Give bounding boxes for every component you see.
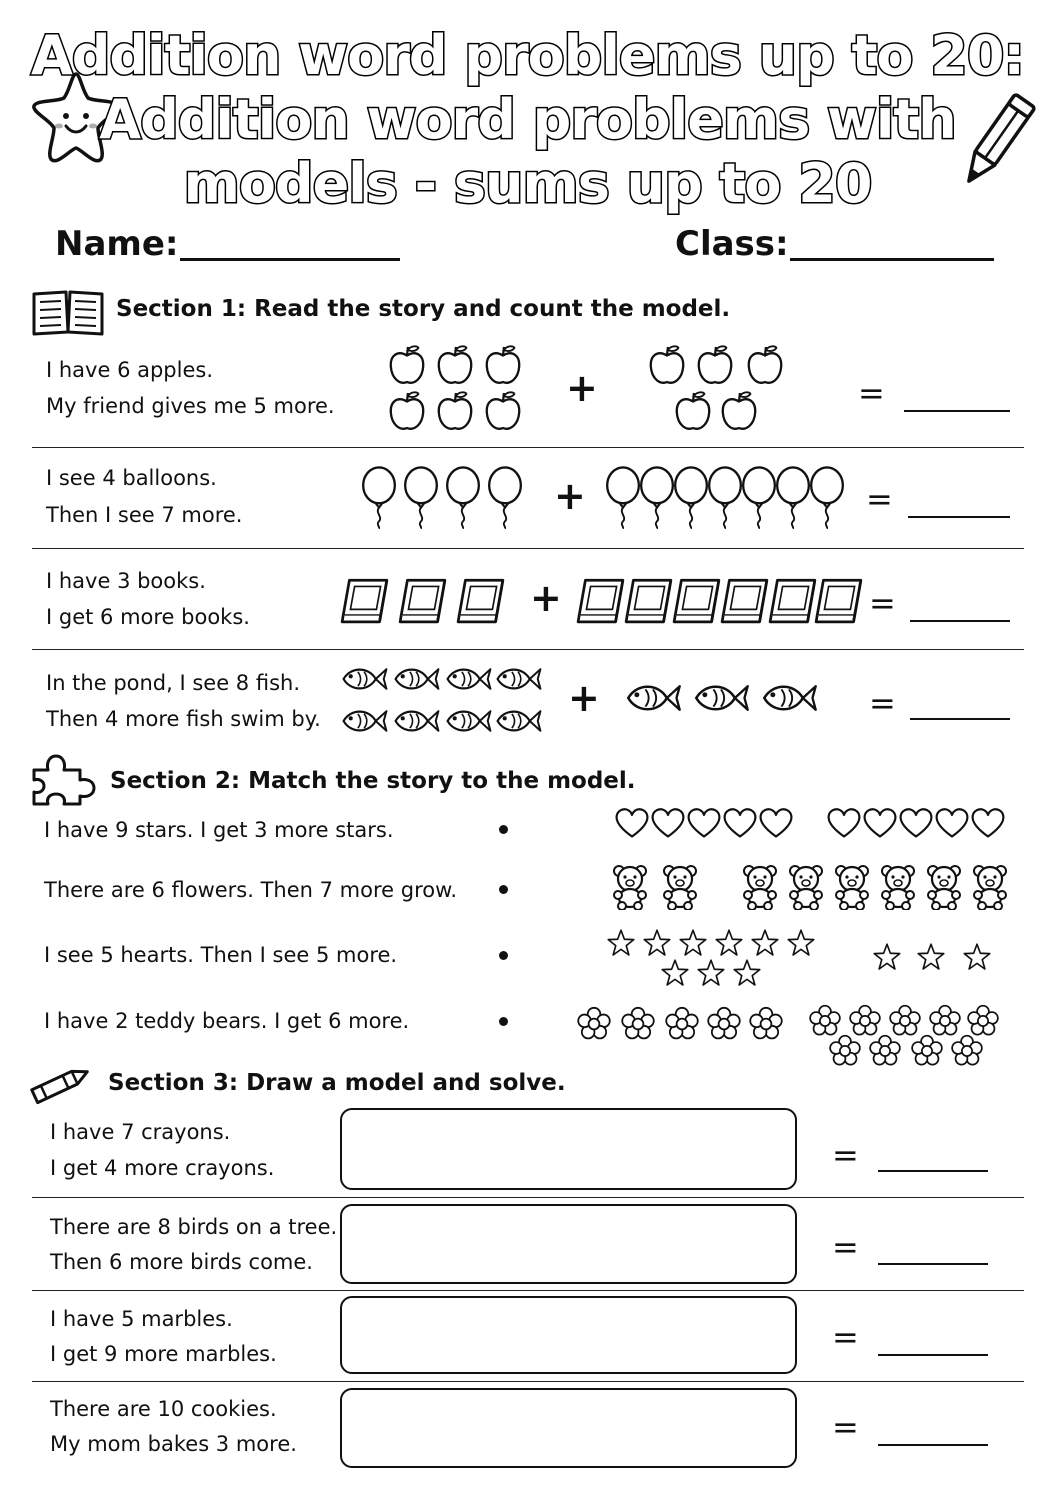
flower-icon [578,1008,610,1039]
s1-p4-equals: = [869,684,896,722]
s1-p1-answer[interactable] [904,410,1010,412]
s3-p4-equals: = [832,1408,859,1446]
section3-title: Section 3: Draw a model and solve. [108,1070,566,1096]
s1-p1-equals: = [858,374,885,412]
s1-p3-plus: + [530,576,562,620]
s3-p3-line1: I have 5 marbles. [50,1307,233,1331]
s1-p3-equals: = [869,584,896,622]
apple-icon [651,346,683,382]
divider [32,1197,1024,1198]
flower-icon [708,1008,740,1039]
title-line-1: Addition word problems up to 20: [30,24,1025,87]
name-label: Name: [55,224,179,264]
book-icon [674,580,719,622]
divider [32,1381,1024,1382]
divider [32,649,1024,650]
s3-p2-equals: = [832,1228,859,1266]
star-icon [680,930,706,955]
s3-p2-drawing-box[interactable] [340,1204,797,1284]
balloon-icon [777,467,809,528]
fish-icon [696,686,747,710]
flower-icon [870,1036,900,1065]
flower-icon [850,1006,880,1035]
star-icon [918,944,944,969]
heart-icon [937,809,968,836]
balloon-icon [709,467,741,528]
divider [32,447,1024,448]
s3-p1-equals: = [832,1136,859,1174]
s3-p4-drawing-box[interactable] [340,1388,797,1468]
star-icon [752,930,778,955]
s3-p3-line2: I get 9 more marbles. [50,1342,277,1366]
flower-icon [810,1006,840,1035]
teddy-bear-icon [744,866,776,910]
s1-p2-line1: I see 4 balloons. [46,466,217,490]
heart-icon [617,809,648,836]
balloon-icon [405,467,437,528]
apple-icon [391,392,423,428]
book-icon [342,580,387,622]
flower-icon [750,1008,782,1039]
divider [32,1290,1024,1291]
heart-icon [761,809,792,836]
apple-icon [487,392,519,428]
teddy-bear-icon [664,866,696,910]
s1-p2-model [358,462,858,534]
s3-p1-line1: I have 7 crayons. [50,1120,231,1144]
divider [32,548,1024,549]
fish-icon [448,711,491,731]
s3-p2-line1: There are 8 birds on a tree. [50,1215,338,1239]
heart-icon [865,809,896,836]
s1-p3-answer[interactable] [910,620,1010,622]
s1-p2-answer[interactable] [908,516,1010,518]
teddy-bear-icon [614,866,646,910]
flower-icon [890,1006,920,1035]
s3-p1-answer[interactable] [878,1170,988,1172]
apple-icon [677,392,709,428]
star-icon [874,944,900,969]
match-dot-1[interactable] [499,825,508,834]
s2-model-bears[interactable] [608,862,1014,912]
flower-icon [622,1008,654,1039]
s3-p3-drawing-box[interactable] [340,1296,797,1374]
balloon-icon [489,467,521,528]
s1-p4-plus: + [568,676,600,720]
s1-p1-line2: My friend gives me 5 more. [46,394,335,418]
balloon-icon [363,467,395,528]
open-book-icon [30,286,106,338]
s2-model-flowers[interactable] [574,1002,1004,1070]
star-icon [734,960,760,985]
flower-icon [830,1036,860,1065]
apple-icon [723,392,755,428]
book-icon [400,580,445,622]
flower-icon [912,1036,942,1065]
class-field[interactable] [790,258,994,261]
s1-p2-plus: + [554,474,586,518]
star-icon [644,930,670,955]
balloon-icon [811,467,843,528]
fish-icon [396,669,439,689]
s3-p3-answer[interactable] [878,1354,988,1356]
flower-icon [930,1006,960,1035]
star-icon [964,944,990,969]
flower-icon [968,1006,998,1035]
star-icon [788,930,814,955]
heart-icon [901,809,932,836]
apple-icon [487,346,519,382]
book-icon [722,580,767,622]
book-icon [770,580,815,622]
teddy-bear-icon [882,866,914,910]
fish-icon [344,711,387,731]
star-icon [608,930,634,955]
name-field[interactable] [180,258,400,261]
apple-icon [699,346,731,382]
book-icon [578,580,623,622]
book-icon [458,580,503,622]
teddy-bear-icon [974,866,1006,910]
star-icon [716,930,742,955]
heart-icon [973,809,1004,836]
s1-p4-line2: Then 4 more fish swim by. [46,707,321,731]
s1-p4-line1: In the pond, I see 8 fish. [46,671,300,695]
s2-story-4: I have 2 teddy bears. I get 6 more. [44,1009,410,1033]
star-icon [662,960,688,985]
s3-p3-equals: = [832,1318,859,1356]
match-dot-4[interactable] [499,1017,508,1026]
match-dot-2[interactable] [499,885,508,894]
teddy-bear-icon [790,866,822,910]
s1-p1-plus: + [566,366,598,410]
section1-title: Section 1: Read the story and count the model. [116,296,731,322]
s3-p4-line2: My mom bakes 3 more. [50,1432,297,1456]
heart-icon [725,809,756,836]
book-icon [816,580,861,622]
fish-icon [396,711,439,731]
s3-p2-answer[interactable] [878,1263,988,1265]
title-line-3: models - sums up to 20 [183,152,872,215]
class-label: Class: [675,224,789,264]
apple-icon [439,392,471,428]
crayon-icon [28,1062,94,1106]
balloon-icon [447,467,479,528]
flower-icon [952,1036,982,1065]
flower-icon [666,1008,698,1039]
balloon-icon [641,467,673,528]
s1-p3-line2: I get 6 more books. [46,605,250,629]
s3-p4-answer[interactable] [878,1444,988,1446]
s3-p4-line1: There are 10 cookies. [50,1397,277,1421]
s3-p2-line2: Then 6 more birds come. [50,1250,313,1274]
book-icon [626,580,671,622]
s3-p1-line2: I get 4 more crayons. [50,1156,275,1180]
section2-title: Section 2: Match the story to the model. [110,768,636,794]
balloon-icon [675,467,707,528]
apple-icon [749,346,781,382]
fish-icon [764,686,815,710]
apple-icon [391,346,423,382]
fish-icon [498,669,541,689]
fish-icon [498,711,541,731]
teddy-bear-icon [836,866,868,910]
star-icon [698,960,724,985]
fish-icon [628,686,679,710]
s2-story-2: There are 6 flowers. Then 7 more grow. [44,878,458,902]
s1-p2-line2: Then I see 7 more. [46,503,243,527]
s3-p1-drawing-box[interactable] [340,1108,797,1190]
title-line-2: Addition word problems with [99,88,956,151]
fish-icon [448,669,491,689]
s1-p3-model [336,570,866,630]
heart-icon [689,809,720,836]
s2-model-stars[interactable] [604,926,1004,990]
heart-icon [653,809,684,836]
s1-p3-line1: I have 3 books. [46,569,206,593]
teddy-bear-icon [928,866,960,910]
s1-p1-line1: I have 6 apples. [46,358,214,382]
s1-p2-equals: = [866,480,893,518]
match-dot-3[interactable] [499,951,508,960]
puzzle-piece-icon [28,752,98,808]
s2-story-1: I have 9 stars. I get 3 more stars. [44,818,394,842]
heart-icon [829,809,860,836]
fish-icon [344,669,387,689]
s2-story-3: I see 5 hearts. Then I see 5 more. [44,943,398,967]
balloon-icon [607,467,639,528]
apple-icon [439,346,471,382]
s2-model-hearts[interactable] [612,804,1012,846]
s1-p4-answer[interactable] [910,718,1010,720]
balloon-icon [743,467,775,528]
